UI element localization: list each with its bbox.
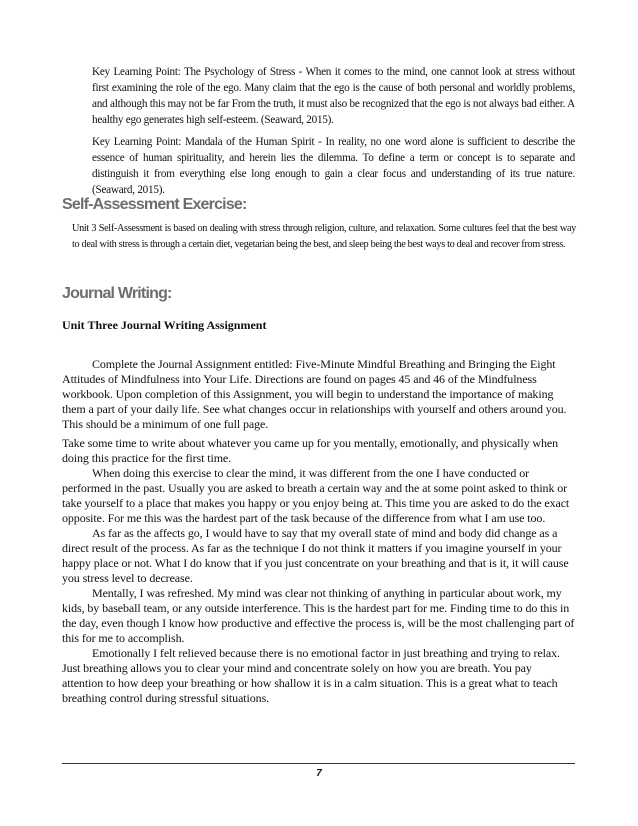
journal-paragraph-prompt: Take some time to write about whatever you came up for you mentally, emotionally, and physically when doing this practice for the first time. (62, 436, 559, 465)
journal-assignment-title: Unit Three Journal Writing Assignment (62, 318, 267, 332)
journal-writing-heading: Journal Writing: (62, 285, 172, 302)
journal-paragraph-affects: As far as the affects go, I would have to say that my overall state of mind and body did change as a direct result of the process. As far as the technique I do not think it matters if you imagine yourself in your happy place or not. What I do know that if you just concentrate on your breathing and that is it, it will cause you stress level to decrease. (62, 526, 569, 585)
journal-paragraph-mentally: Mentally, I was refreshed. My mind was clear not thinking of anything in particular about work, my kids, by baseball team, or any outside interference. This is the hardest part for me. Finding time to do this in the day, even though I know how productive and effective the process is, will be the most challenging part of this for me to accomplish. (62, 586, 575, 645)
self-assessment-text: Unit 3 Self-Assessment is based on dealing with stress through religion, culture, and relaxation. Some cultures feel that the best way to deal with stress is through a certain diet, vegetarian being the best, and sleep being the best ways to deal and recover from stress. (72, 223, 576, 250)
journal-paragraph-clear-mind: When doing this exercise to clear the mind, it was different from the one I have conducted or performed in the past. Usually you are asked to breath a certain way and the at some point asked to think or take yourself to a place that makes you happy or you enjoy being at. This time you are asked to do the exact opposite. For me this was the hardest part of the task because of the difference from what I am use too. (62, 466, 570, 525)
key-learning-points (92, 64, 575, 198)
key-learning-point-mandala-human-spirit: Key Learning Point: Mandala of the Human Spirit - In reality, no one word alone is sufficient to describe the essence of human spirituality, and herein lies the dilemma. To define a term or concept is to separate and distinguish it from everything else long enough to gain a clear focus and understanding of its true nature. (Seaward, 2015). (92, 136, 575, 196)
journal-paragraph-instructions: Complete the Journal Assignment entitled: Five-Minute Mindful Breathing and Bringing the Eight Attitudes of Mindfulness into Your Life. Directions are found on pages 45 and 46 of the Mindfulness workbook. Upon completion of this Assignment, you will begin to understand the importance of making them a part of your daily life. See what changes occur in relationships with yourself and others around you. This should be a minimum of one full page. (62, 357, 567, 431)
journal-paragraph-emotionally: Emotionally I felt relieved because there is no emotional factor in just breathing and trying to relax. Just breathing allows you to clear your mind and concentrate solely on how you are breath. You pay attention to how deep your breathing or how shallow it is in a calm situation. This is a great what to teach breathing control during stressful situations. (62, 646, 560, 705)
page-number: 7 (316, 768, 322, 779)
self-assessment-heading: Self-Assessment Exercise: (62, 196, 247, 213)
footer-divider (62, 763, 575, 764)
key-learning-point-psychology-of-stress: Key Learning Point: The Psychology of Stress - When it comes to the mind, one cannot look at stress without first examining the role of the ego. Many claim that the ego is the cause of both personal and worldly problems, and although this may not be far From the truth, it must also be recognized that the ego is not always bad either. A healthy ego generates high self-esteem. (Seaward, 2015). (92, 66, 575, 126)
journal-body (62, 357, 575, 706)
